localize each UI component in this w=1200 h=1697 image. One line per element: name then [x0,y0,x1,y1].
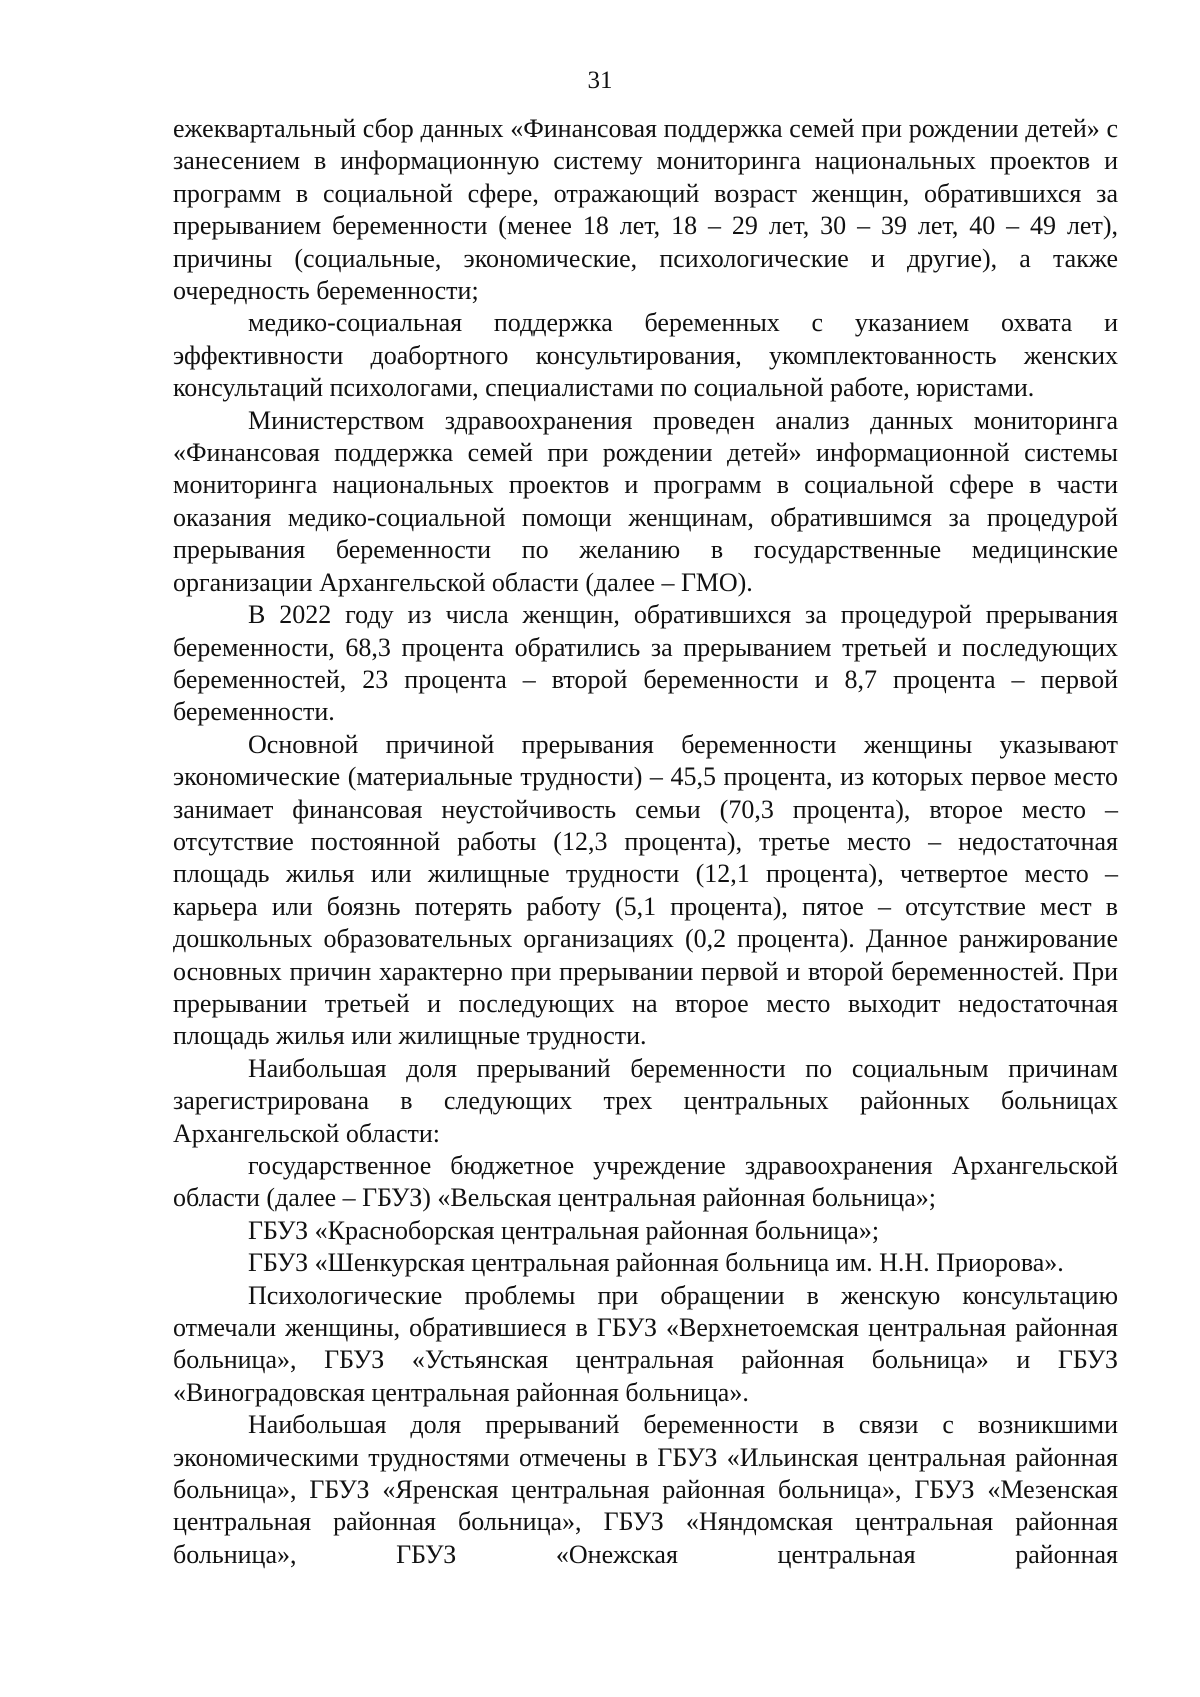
paragraph-ministry-analysis: Министерством здравоохранения проведен анализ данных мониторинга «Финансовая поддержка семей при рождении детей» информационной системы мониторинга национальных проектов и программ в социальной сфере в части оказания медико-социальной помощи женщинам, обратившимся за процедурой прерывания беременности по желанию в государственные медицинские организации Архангельской области (далее – ГМО). [173,405,1118,597]
paragraph-main-reasons: Основной причиной прерывания беременности женщины указывают экономические (материальные трудности) – 45,5 процента, из которых первое место занимает финансовая неустойчивость семьи (70,3 процента), второе место – отсутствие постоянной работы (12,3 процента), третье место – недостаточная площадь жилья или жилищные трудности (12,1 процента), четвертое место – карьера или боязнь потерять работу (5,1 процента), пятое – отсутствие мест в дошкольных образовательных организациях (0,2 процента). Данное ранжирование основных причин характерно при прерывании первой и второй беременностей. При прерывании третьей и последующих на второе место выходит недостаточная площадь жилья или жилищные трудности. [173,729,1118,1051]
list-item-krasnoborsk-hospital: ГБУЗ «Красноборская центральная районная больница»; [248,1215,880,1245]
document-body [173,113,1118,1571]
list-item-velsk-hospital: государственное бюджетное учреждение здравоохранения Архангельской области (далее – ГБУЗ) «Вельская центральная районная больница»; [173,1151,1118,1213]
paragraph-economic-difficulties: Наибольшая доля прерываний беременности в связи с возникшими экономическими трудностями отмечены в ГБУЗ «Ильинская центральная районная больница», ГБУЗ «Яренская центральная районная больница», ГБУЗ «Мезенская центральная районная больница», ГБУЗ «Няндомская центральная районная больница», ГБУЗ «Онежская центральная районная [173,1410,1118,1569]
paragraph-social-reasons-intro: Наибольшая доля прерываний беременности по социальным причинам зарегистрирована в следующих трех центральных районных больницах Архангельской области: [173,1053,1118,1148]
paragraph-psychological-problems: Психологические проблемы при обращении в женскую консультацию отмечали женщины, обратившиеся в ГБУЗ «Верхнетоемская центральная районная больница», ГБУЗ «Устьянская центральная районная больница» и ГБУЗ «Виноградовская центральная районная больница». [173,1280,1118,1407]
page-number: 31 [587,67,613,94]
paragraph-data-collection: ежеквартальный сбор данных «Финансовая поддержка семей при рождении детей» с занесением в информационную систему мониторинга национальных проектов и программ в социальной сфере, отражающий возраст женщин, обратившихся за прерыванием беременности (менее 18 лет, 18 – 29 лет, 30 – 39 лет, 40 – 49 лет), причины (социальные, экономические, психологические и другие), а также очередность беременности; [173,114,1118,306]
paragraph-medical-social-support: медико-социальная поддержка беременных с указанием охвата и эффективности доабортного консультирования, укомплектованность женских консультаций психологами, специалистами по социальной работе, юристами. [173,308,1118,403]
paragraph-2022-statistics: В 2022 году из числа женщин, обратившихся за процедурой прерывания беременности, 68,3 процента обратились за прерыванием третьей и последующих беременностей, 23 процента – второй беременности и 8,7 процента – первой беременности. [173,600,1118,727]
list-item-shenkursk-hospital: ГБУЗ «Шенкурская центральная районная больница им. Н.Н. Приорова». [248,1248,1064,1278]
